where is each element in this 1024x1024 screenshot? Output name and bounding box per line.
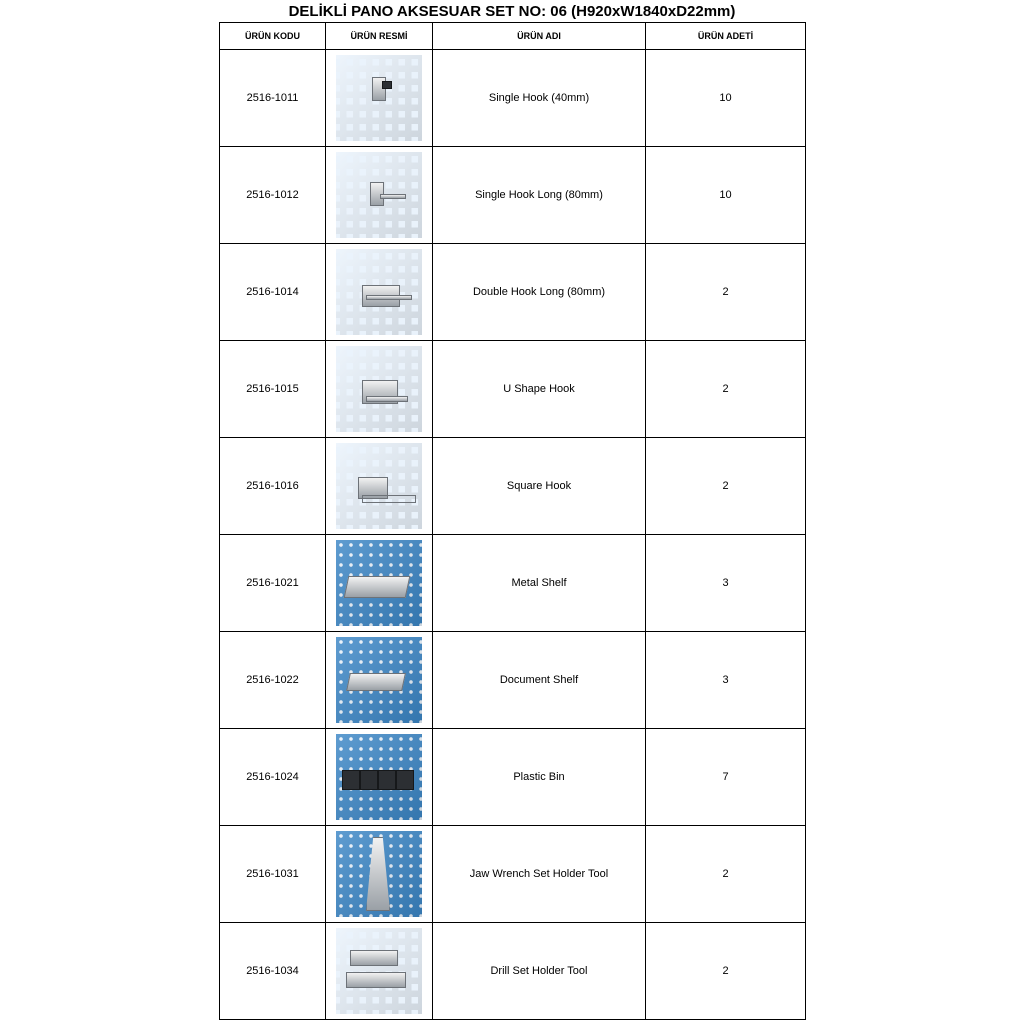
product-code: 2516-1034 [220,923,326,1020]
pegboard-product-image [336,637,422,723]
product-name: U Shape Hook [433,341,646,438]
product-image-cell [326,632,433,729]
header-row [220,23,806,50]
product-name: Double Hook Long (80mm) [433,244,646,341]
header-image: ÜRÜN RESMİ [326,23,433,50]
product-image-cell [326,438,433,535]
table-row [220,438,806,535]
product-quantity: 2 [646,341,806,438]
table-row [220,729,806,826]
product-name: Single Hook (40mm) [433,50,646,147]
product-quantity: 2 [646,438,806,535]
accessory-shape [366,837,390,911]
pegboard-product-image [336,734,422,820]
product-quantity: 3 [646,632,806,729]
product-image-cell [326,244,433,341]
product-code: 2516-1016 [220,438,326,535]
product-image-cell [326,341,433,438]
pegboard-product-image [336,249,422,335]
product-name: Metal Shelf [433,535,646,632]
product-image-cell [326,50,433,147]
product-image-cell [326,535,433,632]
accessory-shape [382,81,392,89]
accessory-shape [378,770,396,790]
header-qty: ÜRÜN ADETİ [646,23,806,50]
header-name: ÜRÜN ADI [433,23,646,50]
product-name: Single Hook Long (80mm) [433,147,646,244]
accessory-shape [362,495,416,503]
pegboard-product-image [336,346,422,432]
accessory-shape [380,194,406,199]
product-quantity: 7 [646,729,806,826]
pegboard-product-image [336,152,422,238]
accessory-shape [346,972,406,988]
product-image-cell [326,826,433,923]
accessory-shape [350,950,398,966]
product-code: 2516-1021 [220,535,326,632]
product-quantity: 2 [646,244,806,341]
pegboard-product-image [336,443,422,529]
accessory-shape [344,576,411,598]
product-code: 2516-1022 [220,632,326,729]
header-code: ÜRÜN KODU [220,23,326,50]
product-code: 2516-1031 [220,826,326,923]
product-name: Plastic Bin [433,729,646,826]
product-quantity: 10 [646,147,806,244]
product-code: 2516-1012 [220,147,326,244]
table-row [220,244,806,341]
page-title: DELİKLİ PANO AKSESUAR SET NO: 06 (H920xW1840xD22mm) [288,3,736,20]
product-quantity: 2 [646,826,806,923]
product-image-cell [326,147,433,244]
accessory-shape [396,770,414,790]
accessory-shape [366,396,408,402]
product-quantity: 2 [646,923,806,1020]
product-table [219,22,806,1020]
product-code: 2516-1024 [220,729,326,826]
table-row [220,50,806,147]
product-quantity: 10 [646,50,806,147]
pegboard-holes [336,928,422,1014]
product-image-cell [326,923,433,1020]
product-quantity: 3 [646,535,806,632]
product-code: 2516-1015 [220,341,326,438]
pegboard-product-image [336,55,422,141]
pegboard-product-image [336,540,422,626]
table-row [220,341,806,438]
accessory-shape [342,770,360,790]
table-row [220,826,806,923]
product-name: Document Shelf [433,632,646,729]
accessory-shape [346,673,406,691]
accessory-shape [366,295,412,300]
table-row [220,147,806,244]
table-row [220,632,806,729]
product-code: 2516-1014 [220,244,326,341]
product-name: Square Hook [433,438,646,535]
product-code: 2516-1011 [220,50,326,147]
pegboard-product-image [336,928,422,1014]
accessory-shape [360,770,378,790]
product-name: Jaw Wrench Set Holder Tool [433,826,646,923]
table-row [220,923,806,1020]
table-row [220,535,806,632]
product-name: Drill Set Holder Tool [433,923,646,1020]
pegboard-product-image [336,831,422,917]
product-image-cell [326,729,433,826]
